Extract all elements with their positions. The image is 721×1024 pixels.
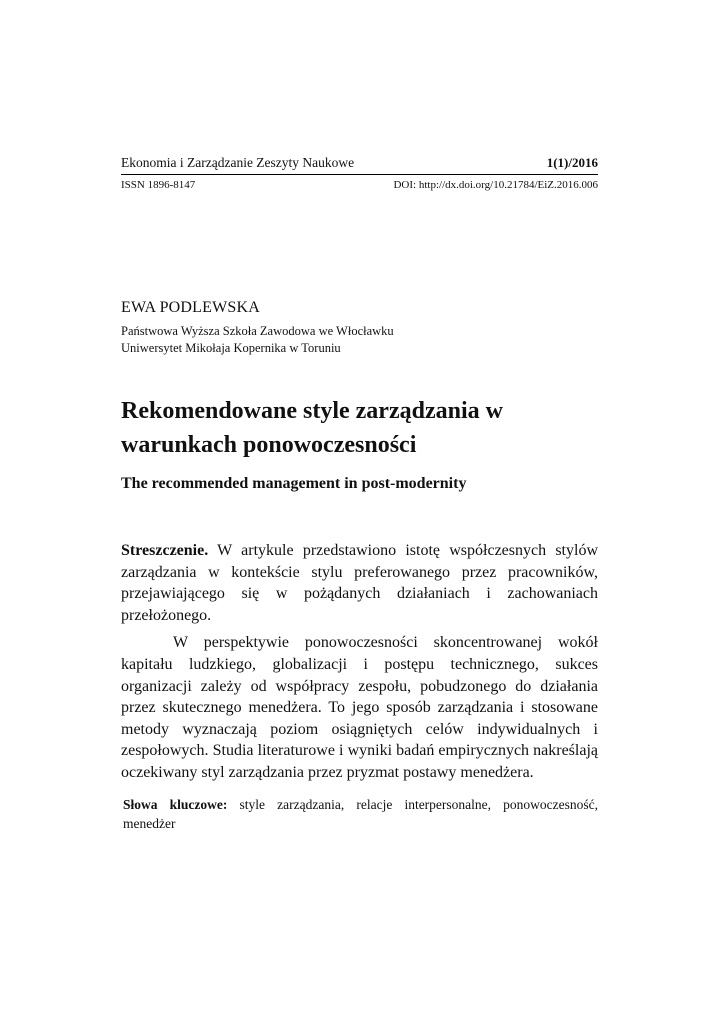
abstract-label: Streszczenie. xyxy=(121,542,209,559)
issn: ISSN 1896-8147 xyxy=(121,179,196,191)
abstract-paragraph-1 xyxy=(121,540,598,626)
doi-link[interactable]: DOI: http://dx.doi.org/10.21784/EiZ.2016.006 xyxy=(393,179,598,191)
keywords-text: style zarządzania, relacje interpersonalne, ponowoczesność, menedżer xyxy=(123,797,599,831)
keywords xyxy=(123,795,598,833)
article-title-polish: Rekomendowane style zarządzania w warunkach ponowoczesności xyxy=(121,398,503,458)
abstract-text-1: W artykule przedstawiono istotę współczesnych stylów zarządzania w kontekście stylu preferowanego przez pracowników, przejawiającego się w pożądanych działaniach i zachowaniach przełożonego. xyxy=(121,542,598,624)
author-affiliation: Uniwersytet Mikołaja Kopernika w Toruniu xyxy=(121,341,341,355)
journal-identifiers xyxy=(121,178,598,196)
journal-title: Ekonomia i Zarządzanie Zeszyty Naukowe xyxy=(121,155,355,170)
issue-number: 1(1)/2016 xyxy=(546,155,598,170)
journal-header xyxy=(121,154,598,175)
abstract-paragraph-2: W perspektywie ponowoczesności skoncentrowanej wokół kapitału ludzkiego, globalizacji i postępu technicznego, sukces organizacji zależy od współpracy zespołu, pobudzonego do działania przez skutecznego menedżera. To jego sposób zarządzania i stosowane metody wyznaczają poziom osiągniętych celów indywidualnych i zespołowych. Studia literaturowe i wyniki badań empirycznych nakreślają oczekiwany styl zarządzania przez pryzmat postawy menedżera. xyxy=(121,634,598,781)
keywords-label: Słowa kluczowe: xyxy=(123,797,228,812)
abstract xyxy=(121,540,598,784)
author-name: EWA PODLEWSKA xyxy=(121,299,261,316)
author-affiliation: Państwowa Wyższa Szkoła Zawodowa we Włocławku xyxy=(121,324,394,338)
article-title-english: The recommended management in post-modernity xyxy=(121,475,467,492)
